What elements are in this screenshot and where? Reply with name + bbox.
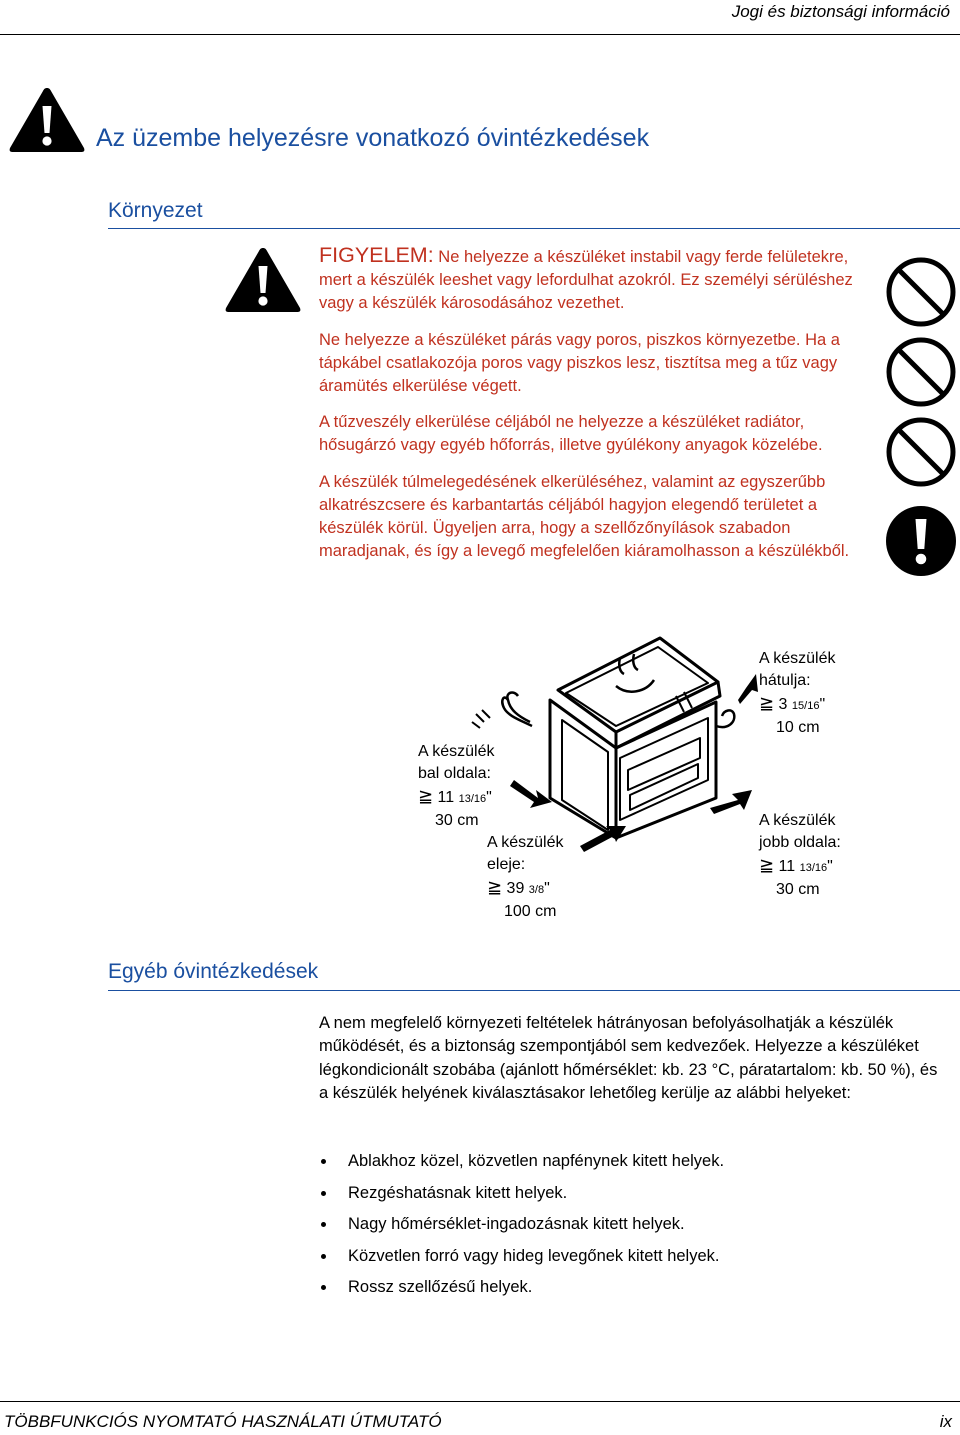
footer-manual-title: TÖBBFUNKCIÓS NYOMTATÓ HASZNÁLATI ÚTMUTATÓ bbox=[4, 1412, 442, 1431]
section-heading-environment: Környezet bbox=[108, 199, 203, 222]
warning-triangle-icon bbox=[8, 86, 86, 154]
footer-rule bbox=[0, 1401, 960, 1402]
clearance-back-label: A készülék hátulja: ≧ 3 15/16" 10 cm bbox=[759, 650, 836, 736]
page-number: ix bbox=[939, 1412, 952, 1431]
prohibition-icon bbox=[885, 416, 957, 488]
clearance-left-label: A készülék bal oldala: ≧ 11 13/16" 30 cm bbox=[418, 743, 495, 829]
warning-paragraph: FIGYELEM: Ne helyezze a készüléket instabil vagy ferde felületekre, mert a készülék leeshet vagy lefordulhat azokról. Ez személyi sérüléshez vagy a készülék károsodásához vezethet. bbox=[319, 243, 853, 313]
section-rule bbox=[108, 990, 960, 991]
warning-paragraph: A készülék túlmelegedésének elkerüléséhez, valamint az egyszerűbb alkatrészcsere és karbantartás céljából hagyjon elegendő területet a készülék körül. Ügyeljen arra, hogy a szellőzőnyílások szabadon maradjanak, és így a levegő megfelelően kiáramolhasson a készülékből. bbox=[319, 472, 850, 561]
mandatory-exclamation-icon bbox=[885, 505, 957, 577]
environment-warnings bbox=[319, 244, 859, 576]
other-intro-paragraph: A nem megfelelő környezeti feltételek hátrányosan befolyásolhatják a készülék működését, és a biztonság szempontjából sem kedvezőek. Helyezze a készüléket légkondicionált szobába (ajánlott hőmérséklet: kb. 23 °C, páratartalom: kb. 50 %), és a készülék helyének kiválasztásakor lehetőleg kerülje az alábbi helyeket: bbox=[319, 1014, 938, 1103]
prohibition-icon bbox=[885, 336, 957, 408]
clearance-right-label: A készülék jobb oldala: ≧ 11 13/16" 30 cm bbox=[759, 812, 841, 898]
warning-triangle-icon bbox=[224, 246, 302, 314]
list-item: Ablakhoz közel, közvetlen napfénynek kitett helyek. bbox=[319, 1150, 724, 1182]
list-item: Közvetlen forró vagy hideg levegőnek kitett helyek. bbox=[319, 1245, 724, 1277]
page-title: Az üzembe helyezésre vonatkozó óvintézkedések bbox=[96, 124, 650, 152]
list-item: Nagy hőmérséklet-ingadozásnak kitett helyek. bbox=[319, 1213, 724, 1245]
section-heading-other: Egyéb óvintézkedések bbox=[108, 960, 319, 983]
machine-clearance-illustration bbox=[470, 630, 760, 865]
list-item: Rossz szellőzésű helyek. bbox=[319, 1276, 724, 1308]
warning-label: FIGYELEM: bbox=[319, 243, 434, 267]
warning-paragraph: Ne helyezze a készüléket párás vagy poros, piszkos környezetbe. Ha a tápkábel csatlakozója poros vagy piszkos lesz, tisztítsa meg a tűz vagy áramütés elkerülése végett. bbox=[319, 330, 840, 396]
warning-paragraph: A tűzveszély elkerülése céljából ne helyezze a készüléket radiátor, hősugárzó vagy egyéb hőforrás, illetve gyúlékony anyagok közelébe. bbox=[319, 413, 823, 455]
running-header: Jogi és biztonsági információ bbox=[731, 2, 950, 21]
clearance-front-label: A készülék eleje: ≧ 39 3/8" 100 cm bbox=[487, 834, 564, 920]
avoid-locations-list bbox=[319, 1150, 724, 1308]
header-rule bbox=[0, 34, 960, 35]
prohibition-icon bbox=[885, 256, 957, 328]
list-item: Rezgéshatásnak kitett helyek. bbox=[319, 1182, 724, 1214]
section-rule bbox=[108, 228, 960, 229]
